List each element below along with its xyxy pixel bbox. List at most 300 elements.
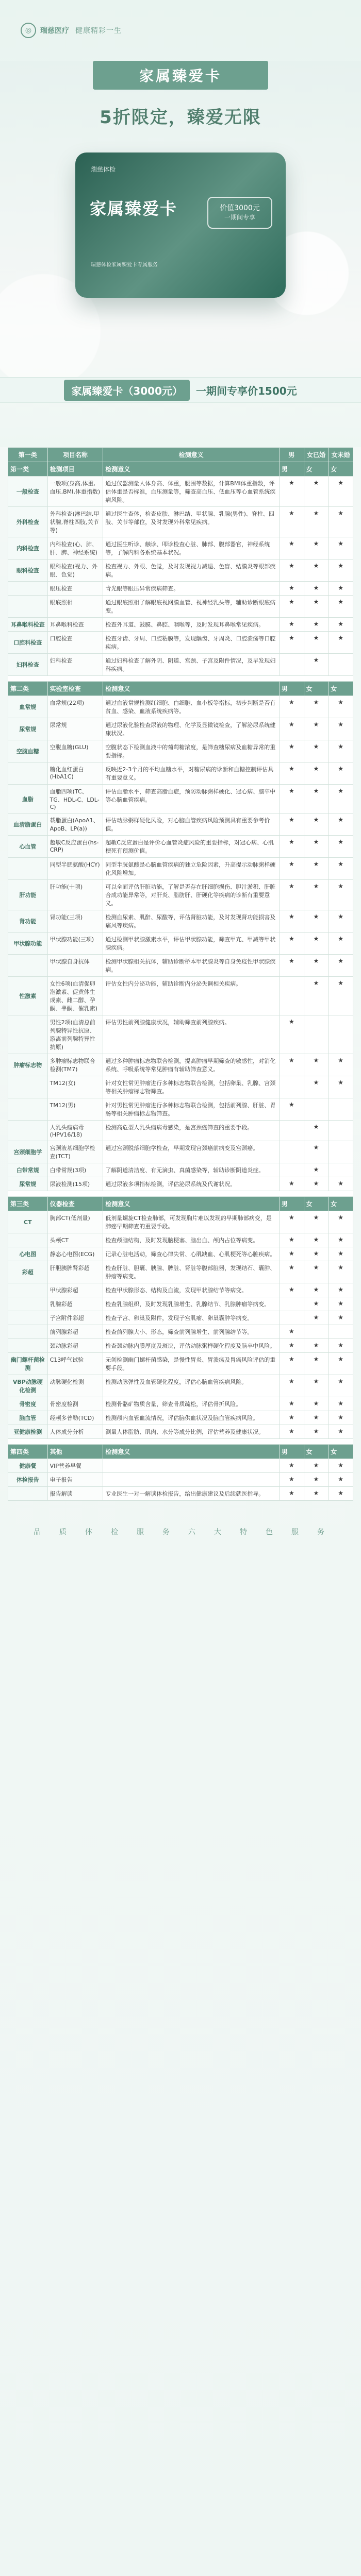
row-item: 人乳头瘤病毒(HPV16/18)	[47, 1121, 103, 1141]
row-star-cell: ★	[280, 1397, 304, 1411]
row-category: 内科检查	[8, 537, 48, 560]
row-item: 电子报告	[47, 1473, 103, 1487]
row-star-cell: ★	[304, 696, 329, 718]
row-star-cell: ★	[329, 632, 353, 654]
section-head-cell: 女	[329, 462, 353, 477]
row-category: 耳鼻喉科检查	[8, 618, 48, 632]
row-star-cell: ★	[329, 977, 353, 1015]
section-gap-cell	[8, 1439, 353, 1445]
row-star-cell: ★	[280, 785, 304, 814]
section-head-cell: 检测项目	[47, 462, 103, 477]
row-item: 头颅CT	[47, 1233, 103, 1247]
row-star-cell: ★	[304, 762, 329, 785]
table-row	[8, 1098, 353, 1121]
row-significance: 青光眼等眼压异常疾病筛查。	[103, 582, 280, 596]
row-star-cell	[329, 1325, 353, 1339]
row-star-cell: ★	[329, 1339, 353, 1353]
row-significance: 同型半胱氨酸是心脑血管疾病的独立危险因素，升高提示动脉粥样硬化风险增加。	[103, 858, 280, 880]
row-star-cell: ★	[329, 507, 353, 537]
row-significance: 检查牙齿、牙周、口腔粘膜等，发现龋齿、牙周炎、口腔溃疡等口腔疾病。	[103, 632, 280, 654]
row-item: 妇科检查	[47, 654, 103, 676]
row-star-cell: ★	[304, 1375, 329, 1397]
row-item: 外科检查(淋巴结,甲状腺,脊柱四肢,关节等)	[47, 507, 103, 537]
row-star-cell: ★	[329, 1397, 353, 1411]
row-star-cell: ★	[329, 596, 353, 618]
row-category	[8, 1487, 48, 1501]
row-star-cell: ★	[304, 1054, 329, 1076]
row-star-cell: ★	[304, 1261, 329, 1283]
row-item: 报告解读	[47, 1487, 103, 1501]
section-gap	[8, 1439, 353, 1445]
row-star-cell: ★	[329, 1311, 353, 1325]
table-row	[8, 1473, 353, 1487]
table-row	[8, 1261, 353, 1283]
row-star-cell: ★	[304, 977, 329, 1015]
row-item: 白带常规(3项)	[47, 1163, 103, 1177]
table-row	[8, 507, 353, 537]
row-item: 甲状腺自身抗体	[47, 955, 103, 977]
footer-char: 检	[111, 1528, 121, 1536]
row-item: 人体成分分析	[47, 1425, 103, 1439]
row-star-cell: ★	[329, 880, 353, 910]
row-item: 眼压检查	[47, 582, 103, 596]
top-header	[0, 0, 361, 61]
row-significance: 针对男性常见肿瘤进行多种标志物联合检测，包括前列腺、肝脏、胃肠等相关肿瘤标志物筛查。	[103, 1098, 280, 1121]
row-star-cell	[280, 977, 304, 1015]
row-item: 子宫附件彩超	[47, 1311, 103, 1325]
row-category: 体检报告	[8, 1473, 48, 1487]
table-row	[8, 1015, 353, 1054]
row-significance: 测量人体脂肪、肌肉、水分等成分比例，评估营养及健康状况。	[103, 1425, 280, 1439]
row-star-cell: ★	[280, 1339, 304, 1353]
table-row	[8, 1459, 353, 1473]
row-category	[8, 582, 48, 596]
row-category: 性激素	[8, 977, 48, 1015]
row-star-cell: ★	[280, 582, 304, 596]
row-star-cell: ★	[304, 1121, 329, 1141]
row-category: 外科检查	[8, 507, 48, 537]
row-star-cell: ★	[329, 1353, 353, 1375]
row-star-cell: ★	[329, 560, 353, 582]
row-significance: 通过医生查体，检查皮肤、淋巴结、甲状腺、乳腺(男性)、脊柱、四肢、关节等部位，及时发现外科常见疾病。	[103, 507, 280, 537]
brand-mark-icon: ◎	[21, 23, 36, 38]
card-title: 家属臻爱卡	[90, 199, 178, 218]
table-row	[8, 1163, 353, 1177]
section-head-cell: 其他	[47, 1445, 103, 1459]
row-significance: 检查前列腺大小、形态，筛查前列腺增生、前列腺结节等。	[103, 1325, 280, 1339]
row-star-cell: ★	[304, 814, 329, 836]
row-category: 肾功能	[8, 910, 48, 933]
row-item: 眼底照相	[47, 596, 103, 618]
row-star-cell: ★	[304, 955, 329, 977]
row-item: 超敏C反应蛋白(hs-CRP)	[47, 836, 103, 858]
row-significance: 检查甲状腺形态、结构及血流，发现甲状腺结节等病变。	[103, 1283, 280, 1297]
row-significance: 了解阴道清洁度、有无滴虫、真菌感染等，辅助诊断阴道炎症。	[103, 1163, 280, 1177]
table-row	[8, 582, 353, 596]
row-item: C13呼气试验	[47, 1353, 103, 1375]
row-star-cell: ★	[304, 1353, 329, 1375]
row-significance: 检查视力、外眼、色觉，及时发现视力减退、色盲、结膜炎等眼部疾病。	[103, 560, 280, 582]
row-star-cell	[304, 1098, 329, 1121]
table-row	[8, 910, 353, 933]
row-significance: 通过尿液多项指标检测，评估泌尿系统及代谢状况。	[103, 1177, 280, 1191]
row-category: 宫颈细胞学	[8, 1141, 48, 1163]
row-item: TM12(男)	[47, 1098, 103, 1121]
row-item: 肝功能(十项)	[47, 880, 103, 910]
row-category: 眼科检查	[8, 560, 48, 582]
row-star-cell: ★	[304, 582, 329, 596]
row-star-cell: ★	[329, 1473, 353, 1487]
row-star-cell: ★	[304, 1397, 329, 1411]
row-star-cell	[329, 1015, 353, 1054]
table-row	[8, 696, 353, 718]
footer-char: 务	[317, 1528, 327, 1536]
table-row	[8, 1311, 353, 1325]
row-category	[8, 1297, 48, 1311]
section-head-cell: 女	[304, 462, 329, 477]
section-head-cell: 检测意义	[103, 1445, 280, 1459]
row-category: 尿常规	[8, 1177, 48, 1191]
row-star-cell: ★	[329, 1177, 353, 1191]
row-item: 血常规(22项)	[47, 696, 103, 718]
row-significance: 专业医生一对一解读体检报告，给出健康建议及后续就医指导。	[103, 1487, 280, 1501]
row-star-cell: ★	[329, 537, 353, 560]
row-significance: 检查颅脑结构，及时发现脑梗塞、脑出血、颅内占位等病变。	[103, 1233, 280, 1247]
row-category: 脑血管	[8, 1411, 48, 1425]
row-significance: 检测颅内血管血流情况，评估脑供血状况及脑血管疾病风险。	[103, 1411, 280, 1425]
row-star-cell: ★	[304, 910, 329, 933]
table-row	[8, 1339, 353, 1353]
row-category: 心血管	[8, 836, 48, 858]
row-item: 口腔检查	[47, 632, 103, 654]
row-star-cell	[329, 1098, 353, 1121]
row-star-cell: ★	[329, 910, 353, 933]
row-significance: 检测骨骼矿物质含量，筛查骨质疏松，评估骨折风险。	[103, 1397, 280, 1411]
row-item: 内科检查(心、肺、肝、脾、神经系统)	[47, 537, 103, 560]
row-star-cell: ★	[304, 560, 329, 582]
row-star-cell: ★	[329, 1375, 353, 1397]
row-significance: 检测血尿素、肌酐、尿酸等，评估肾脏功能，及时发现肾功能损害及痛风等疾病。	[103, 910, 280, 933]
table-row	[8, 537, 353, 560]
row-star-cell: ★	[304, 933, 329, 955]
table-row	[8, 1247, 353, 1261]
table-row	[8, 560, 353, 582]
row-star-cell: ★	[329, 1233, 353, 1247]
row-category	[8, 1121, 48, 1141]
table-row	[8, 762, 353, 785]
row-category	[8, 1311, 48, 1325]
section-gap-cell	[8, 676, 353, 682]
footer-char: 服	[137, 1528, 147, 1536]
section-head-cell: 第二类	[8, 682, 48, 696]
row-category	[8, 1098, 48, 1121]
membership-card	[75, 152, 286, 298]
row-star-cell	[304, 1015, 329, 1054]
section-head-cell: 男	[280, 1445, 304, 1459]
row-star-cell: ★	[304, 1425, 329, 1439]
table-section-head	[8, 682, 353, 696]
row-significance: 评估动脉粥样硬化风险，对心脑血管疾病风险预测具有重要参考价值。	[103, 814, 280, 836]
section-head-cell: 第四类	[8, 1445, 48, 1459]
row-star-cell: ★	[304, 1339, 329, 1353]
row-star-cell: ★	[280, 1487, 304, 1501]
row-star-cell: ★	[280, 1375, 304, 1397]
row-star-cell: ★	[280, 632, 304, 654]
row-star-cell: ★	[329, 858, 353, 880]
row-star-cell: ★	[304, 1311, 329, 1325]
row-item: 同型半胱氨酸(HCY)	[47, 858, 103, 880]
row-category: 血清脂蛋白	[8, 814, 48, 836]
hero-subtitle: 5折限定，臻爱无限	[100, 107, 261, 128]
table-row	[8, 1297, 353, 1311]
row-star-cell: ★	[304, 1177, 329, 1191]
row-item: 骨密度检测	[47, 1397, 103, 1411]
table-row	[8, 477, 353, 507]
table-header-row	[8, 448, 353, 462]
row-category: 妇科检查	[8, 654, 48, 676]
section-head-cell: 女	[329, 682, 353, 696]
row-star-cell: ★	[304, 596, 329, 618]
th-male: 男	[280, 448, 304, 462]
card-price-value: 价值3000元	[220, 204, 260, 212]
footer-char: 质	[59, 1528, 70, 1536]
footer-char: 品	[34, 1528, 44, 1536]
table-row	[8, 1076, 353, 1098]
row-star-cell: ★	[280, 933, 304, 955]
table-row	[8, 1487, 353, 1501]
row-category	[8, 1076, 48, 1098]
row-star-cell	[329, 1163, 353, 1177]
brand-logo	[21, 23, 69, 38]
row-item: 胸部CT(低剂量)	[47, 1211, 103, 1233]
row-significance: 空腹状态下检测血液中的葡萄糖浓度，是筛查糖尿病及血糖异常的重要指标。	[103, 740, 280, 762]
row-significance: 通过宫颈脱落细胞学检查，早期发现宫颈癌前病变及宫颈癌。	[103, 1141, 280, 1163]
row-category: 甲状腺功能	[8, 933, 48, 955]
row-category: 彩超	[8, 1261, 48, 1283]
card-brand: 瑞慈体检	[91, 166, 116, 173]
row-star-cell: ★	[304, 618, 329, 632]
row-star-cell: ★	[329, 762, 353, 785]
row-star-cell: ★	[329, 1247, 353, 1261]
table-section-head	[8, 1197, 353, 1211]
row-category: 白带常规	[8, 1163, 48, 1177]
row-category	[8, 1233, 48, 1247]
th-female-single: 女未婚	[329, 448, 353, 462]
row-star-cell	[329, 1141, 353, 1163]
row-category: CT	[8, 1211, 48, 1233]
row-star-cell: ★	[280, 1177, 304, 1191]
table-row	[8, 880, 353, 910]
row-star-cell: ★	[329, 1411, 353, 1425]
row-significance: 检测高危型人乳头瘤病毒感染，是宫颈癌筛查的重要手段。	[103, 1121, 280, 1141]
row-star-cell: ★	[329, 1425, 353, 1439]
row-item: 糖化血红蛋白(HbA1C)	[47, 762, 103, 785]
row-star-cell: ★	[280, 718, 304, 740]
hero	[0, 61, 361, 447]
table-row	[8, 1211, 353, 1233]
row-item: 一般项(身高,体重,血压,BMI,体重指数)	[47, 477, 103, 507]
row-star-cell: ★	[304, 1211, 329, 1233]
row-star-cell: ★	[280, 910, 304, 933]
row-significance: 无创检测幽门螺杆菌感染，是慢性胃炎、胃溃疡及胃癌风险评估的重要手段。	[103, 1353, 280, 1375]
section-head-cell: 女	[329, 1197, 353, 1211]
checkup-table-wrap	[0, 447, 361, 1501]
row-item: 肝胆胰脾肾彩超	[47, 1261, 103, 1283]
row-star-cell: ★	[304, 654, 329, 676]
row-star-cell	[280, 1121, 304, 1141]
row-star-cell: ★	[304, 880, 329, 910]
section-head-cell: 检测意义	[103, 1197, 280, 1211]
footer-char: 六	[188, 1528, 199, 1536]
row-significance: 检查外耳道、鼓膜、鼻腔、咽喉等，及时发现耳鼻喉常见疾病。	[103, 618, 280, 632]
table-row	[8, 596, 353, 618]
row-significance: 评估男性前列腺健康状况，辅助筛查前列腺疾病。	[103, 1015, 280, 1054]
row-star-cell: ★	[329, 477, 353, 507]
row-item: 甲状腺功能(三项)	[47, 933, 103, 955]
row-category	[8, 858, 48, 880]
row-significance: 超敏C反应蛋白是评价心血管炎症风险的重要指标，对冠心病、心肌梗死有预测价值。	[103, 836, 280, 858]
row-star-cell: ★	[280, 1233, 304, 1247]
row-item: 静态心电图(ECG)	[47, 1247, 103, 1261]
row-item: TM12(女)	[47, 1076, 103, 1098]
row-star-cell: ★	[280, 880, 304, 910]
row-star-cell: ★	[304, 1459, 329, 1473]
row-star-cell	[329, 1121, 353, 1141]
row-star-cell: ★	[329, 740, 353, 762]
row-category: 骨密度	[8, 1397, 48, 1411]
section-head-cell: 仪器检查	[47, 1197, 103, 1211]
row-star-cell	[280, 1311, 304, 1325]
row-star-cell: ★	[280, 596, 304, 618]
row-item: 载脂蛋白(ApoA1、ApoB、LP(a))	[47, 814, 103, 836]
row-star-cell: ★	[329, 618, 353, 632]
footer	[0, 1516, 361, 1547]
row-star-cell: ★	[280, 1353, 304, 1375]
row-significance: 反映近2-3个月的平均血糖水平，对糖尿病的诊断和血糖控制评估具有重要意义。	[103, 762, 280, 785]
row-star-cell: ★	[304, 785, 329, 814]
section-head-cell: 男	[280, 1197, 304, 1211]
section-head-cell: 女	[304, 682, 329, 696]
row-category	[8, 955, 48, 977]
row-star-cell: ★	[280, 762, 304, 785]
table-row	[8, 1054, 353, 1076]
row-star-cell: ★	[280, 696, 304, 718]
table-row	[8, 858, 353, 880]
hero-title: 家属臻爱卡	[93, 61, 268, 90]
row-star-cell: ★	[280, 1473, 304, 1487]
row-star-cell: ★	[280, 1054, 304, 1076]
section-gap-cell	[8, 1191, 353, 1197]
row-significance: 通过眼底照相了解眼底视网膜血管、视神经乳头等，辅助诊断眼底病变。	[103, 596, 280, 618]
table-row	[8, 1177, 353, 1191]
footer-char: 服	[291, 1528, 302, 1536]
row-star-cell: ★	[304, 836, 329, 858]
row-significance: 通过仪器测量人体身高、体重，腰围等数据，计算BMI体重指数，评估体重是否标准，血压测量等，筛查高血压、低血压等心血管系统疾病风险。	[103, 477, 280, 507]
th-female-married: 女已婚	[304, 448, 329, 462]
card-price-badge	[207, 197, 272, 229]
section-head-cell: 男	[280, 682, 304, 696]
section-head-cell: 女	[329, 1445, 353, 1459]
row-item: 女性6项(血清促卵泡激素、促黄体生成素、雌二醇、孕酮、睾酮、催乳素)	[47, 977, 103, 1015]
row-star-cell: ★	[280, 1211, 304, 1233]
row-item: 血脂四项(TC、TG、HDL-C、LDL-C)	[47, 785, 103, 814]
row-category: 尿常规	[8, 718, 48, 740]
row-item: 尿常规	[47, 718, 103, 740]
row-star-cell: ★	[304, 1487, 329, 1501]
row-star-cell: ★	[280, 560, 304, 582]
section-gap	[8, 676, 353, 682]
row-item: 肾功能(三项)	[47, 910, 103, 933]
row-category	[8, 1283, 48, 1297]
row-star-cell: ★	[280, 1247, 304, 1261]
row-star-cell: ★	[329, 1487, 353, 1501]
table-row	[8, 785, 353, 814]
footer-char: 特	[240, 1528, 250, 1536]
row-category: 健康餐	[8, 1459, 48, 1473]
table-row	[8, 1141, 353, 1163]
row-star-cell: ★	[304, 632, 329, 654]
row-star-cell: ★	[329, 1211, 353, 1233]
brand-logo-text: 瑞慈医疗	[40, 27, 69, 35]
row-significance: 通过检测甲状腺激素水平，评估甲状腺功能，筛查甲亢、甲减等甲状腺疾病。	[103, 933, 280, 955]
row-item: 尿液检测(15项)	[47, 1177, 103, 1191]
row-star-cell: ★	[280, 1411, 304, 1425]
row-item: 动脉硬化检测	[47, 1375, 103, 1397]
section-head-cell: 第三类	[8, 1197, 48, 1211]
row-star-cell: ★	[280, 1459, 304, 1473]
footer-char: 大	[214, 1528, 224, 1536]
row-significance: 检查子宫、卵巢及附件，发现子宫肌瘤、卵巢囊肿等病变。	[103, 1311, 280, 1325]
row-star-cell: ★	[329, 836, 353, 858]
row-star-cell: ★	[304, 1283, 329, 1297]
price-ribbon	[0, 377, 361, 403]
table-row	[8, 1375, 353, 1397]
row-category: 一般检查	[8, 477, 48, 507]
section-gap	[8, 1191, 353, 1197]
row-star-cell	[280, 1297, 304, 1311]
table-row	[8, 654, 353, 676]
row-significance	[103, 1473, 280, 1487]
row-star-cell: ★	[280, 858, 304, 880]
row-significance: 通过多种肿瘤标志物联合检测，提高肿瘤早期筛查的敏感性，对消化系统、呼吸系统等常见肿瘤有辅助筛查意义。	[103, 1054, 280, 1076]
row-category: 口腔科检查	[8, 632, 48, 654]
row-star-cell: ★	[280, 1325, 304, 1339]
row-star-cell: ★	[329, 696, 353, 718]
row-star-cell: ★	[304, 740, 329, 762]
row-star-cell	[329, 654, 353, 676]
table-row	[8, 1397, 353, 1411]
row-category: 空腹血糖	[8, 740, 48, 762]
row-star-cell: ★	[304, 537, 329, 560]
ribbon-special-price: 一期间专享价1500元	[196, 384, 297, 397]
row-significance: 通过妇科检查了解外阴、阴道、宫颈、子宫及附件情况，及早发现妇科疾病。	[103, 654, 280, 676]
row-significance: 可以全面评估肝脏功能，了解是否存在肝细胞损伤、胆汁淤积、肝脏合成功能异常等，对肝炎、脂肪肝、肝硬化等疾病的诊断有重要意义。	[103, 880, 280, 910]
row-star-cell: ★	[329, 1297, 353, 1311]
row-item: 耳鼻喉科检查	[47, 618, 103, 632]
row-star-cell: ★	[280, 1261, 304, 1283]
row-star-cell: ★	[304, 1076, 329, 1098]
th-significance: 检测意义	[103, 448, 280, 462]
row-star-cell: ★	[329, 933, 353, 955]
row-star-cell: ★	[329, 1076, 353, 1098]
checkup-table-body	[8, 462, 353, 1501]
row-star-cell: ★	[280, 1015, 304, 1054]
row-significance: 评估血脂水平，筛查高脂血症，预防动脉粥样硬化、冠心病、脑卒中等心脑血管疾病。	[103, 785, 280, 814]
section-head-cell: 女	[304, 1197, 329, 1211]
row-significance: 检测动脉弹性及血管硬化程度，评估心脑血管疾病风险。	[103, 1375, 280, 1397]
row-category: 亚健康检测	[8, 1425, 48, 1439]
row-star-cell	[304, 1325, 329, 1339]
